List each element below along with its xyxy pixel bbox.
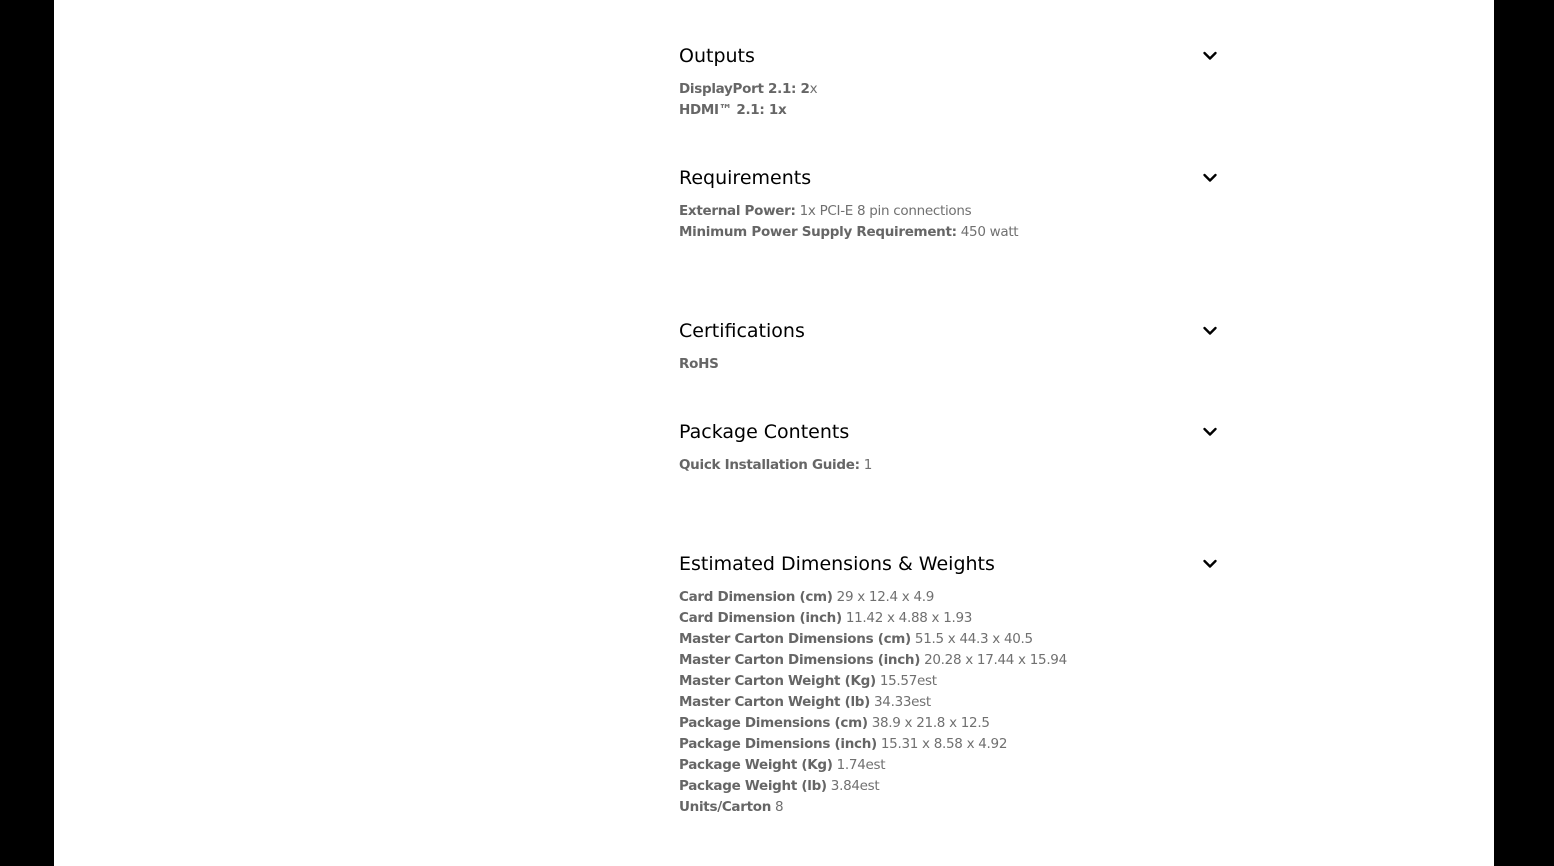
section-title: Requirements [679,167,812,189]
spec-row [679,354,1218,375]
spec-list [679,201,1218,243]
spec-value: 15.57est [875,673,937,689]
spec-label: Package Weight (Kg) [679,757,833,773]
spec-row [679,692,1218,713]
spec-value: 8 [771,799,784,815]
section-header-package-contents[interactable] [679,419,1218,445]
spec-row [679,671,1218,692]
section-title: Estimated Dimensions & Weights [679,553,995,575]
spec-value: x [809,81,818,97]
section-package-contents [679,419,1218,476]
spec-label: DisplayPort 2.1: 2 [679,81,810,97]
section-requirements [679,165,1218,243]
spec-row [679,755,1218,776]
spec-label: Package Dimensions (inch) [679,736,877,752]
spec-row [679,587,1218,608]
spec-row [679,734,1218,755]
section-header-outputs[interactable] [679,43,1218,69]
section-dimensions-weights [679,551,1218,818]
spec-label: HDMI™ 2.1: 1x [679,102,787,118]
spec-row [679,713,1218,734]
spec-label: Master Carton Weight (Kg) [679,673,876,689]
spec-label: Units/Carton [679,799,772,815]
spec-value: 1.74est [832,757,886,773]
spec-label: Package Dimensions (cm) [679,715,868,731]
spec-value: 3.84est [826,778,880,794]
spec-label: External Power: [679,203,796,219]
spec-list [679,455,1218,476]
spec-value: 450 watt [956,224,1019,240]
spec-value: 1 [859,457,872,473]
chevron-down-icon[interactable] [1202,170,1218,186]
spec-row [679,608,1218,629]
spec-label: Minimum Power Supply Requirement: [679,224,957,240]
spec-label: Package Weight (lb) [679,778,827,794]
spec-label: Quick Installation Guide: [679,457,860,473]
spec-value: 20.28 x 17.44 x 15.94 [920,652,1067,668]
spec-label: Master Carton Weight (lb) [679,694,871,710]
section-header-requirements[interactable] [679,165,1218,191]
section-certifications [679,318,1218,375]
chevron-down-icon[interactable] [1202,323,1218,339]
spec-value: 15.31 x 8.58 x 4.92 [876,736,1008,752]
spec-label: RoHS [679,356,719,372]
spec-label: Master Carton Dimensions (cm) [679,631,911,647]
chevron-down-icon[interactable] [1202,556,1218,572]
spec-value: 1x PCI-E 8 pin connections [795,203,972,219]
spec-value: 51.5 x 44.3 x 40.5 [910,631,1033,647]
section-title: Outputs [679,45,755,67]
section-header-dimensions-weights[interactable] [679,551,1218,577]
page-content [54,0,1494,866]
spec-row [679,650,1218,671]
spec-row [679,455,1218,476]
spec-label: Card Dimension (cm) [679,589,833,605]
section-outputs [679,43,1218,121]
section-title: Package Contents [679,421,850,443]
spec-row [679,797,1218,818]
spec-value: 38.9 x 21.8 x 12.5 [867,715,990,731]
spec-row [679,629,1218,650]
section-header-certifications[interactable] [679,318,1218,344]
spec-list [679,79,1218,121]
spec-list [679,354,1218,375]
spec-row [679,222,1218,243]
spec-value: 11.42 x 4.88 x 1.93 [841,610,973,626]
spec-value: 34.33est [870,694,931,710]
chevron-down-icon[interactable] [1202,424,1218,440]
spec-row [679,79,1218,100]
spec-label: Master Carton Dimensions (inch) [679,652,921,668]
spec-row [679,201,1218,222]
spec-value: 29 x 12.4 x 4.9 [832,589,935,605]
spec-row [679,100,1218,121]
spec-row [679,776,1218,797]
spec-list [679,587,1218,818]
section-title: Certifications [679,320,805,342]
chevron-down-icon[interactable] [1202,48,1218,64]
spec-label: Card Dimension (inch) [679,610,842,626]
